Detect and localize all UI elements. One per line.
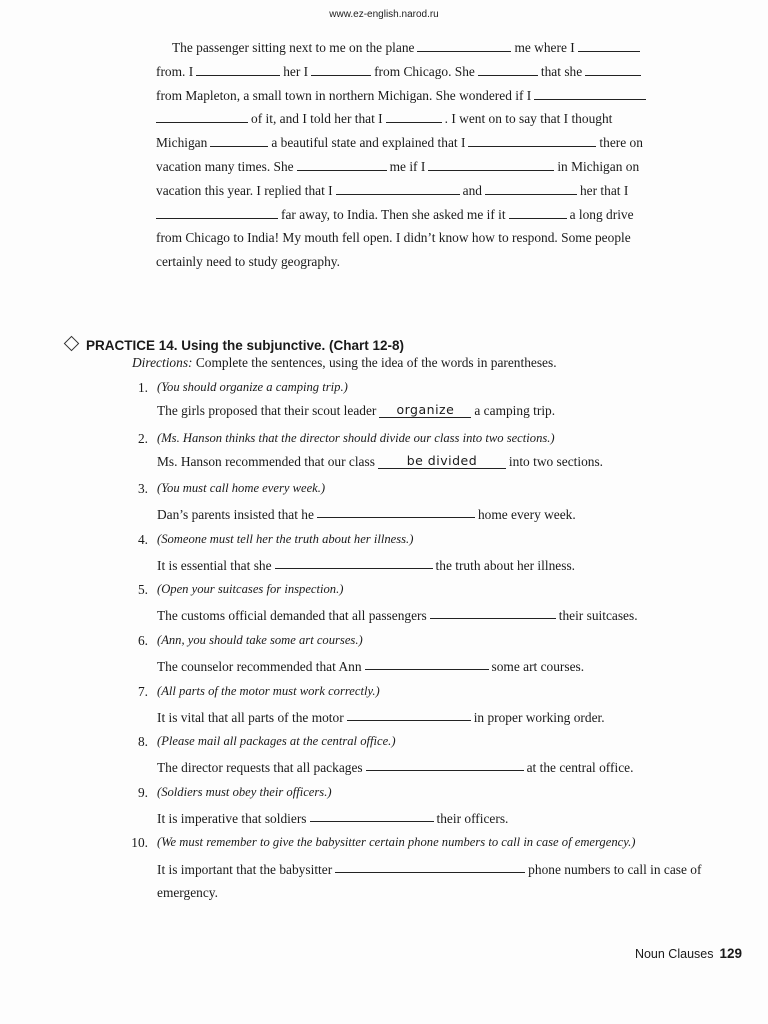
answer-blank[interactable] — [156, 208, 278, 219]
item-sentence: Dan’s parents insisted that he home every week. — [157, 504, 576, 523]
directions — [132, 355, 557, 371]
answer-blank[interactable] — [534, 89, 646, 100]
item-number: 10. — [131, 835, 148, 851]
item-prompt: (All parts of the motor must work correctly.) — [157, 683, 380, 698]
item-sentence: It is imperative that soldiers their officers. — [157, 808, 508, 827]
story-line: vacation many times. She me if I in Michigan on — [156, 158, 640, 174]
item-sentence: Ms. Hanson recommended that our class be divided into two sections. — [157, 452, 604, 469]
answer-field[interactable]: organize — [379, 402, 471, 418]
answer-field[interactable] — [317, 503, 475, 518]
directions-label: Directions: — [132, 355, 193, 370]
story-paragraph — [156, 36, 726, 274]
answer-field[interactable] — [365, 655, 489, 670]
answer-blank[interactable] — [156, 112, 248, 123]
practice-title: PRACTICE 14. Using the subjunctive. (Chart 12-8) — [86, 338, 405, 353]
item-number: 6. — [137, 632, 148, 648]
answer-field[interactable] — [275, 554, 433, 569]
list-item — [0, 378, 768, 429]
story-line: vacation this year. I replied that I and her that I — [156, 182, 629, 198]
item-number: 5. — [137, 582, 148, 598]
exercise-list — [0, 378, 768, 901]
directions-text: Complete the sentences, using the idea of the words in parentheses. — [195, 355, 557, 370]
item-number: 8. — [137, 734, 148, 750]
item-number: 2. — [137, 430, 148, 446]
item-prompt: (You should organize a camping trip.) — [157, 380, 348, 394]
answer-field[interactable]: be divided — [378, 453, 506, 469]
item-sentence: It is vital that all parts of the motor in proper working order. — [157, 707, 605, 726]
list-item — [0, 429, 768, 480]
site-url: www.ez-english.narod.ru — [329, 9, 439, 20]
story-line: of it, and I told her that I . I went on to say that I thought — [156, 107, 726, 131]
answer-blank[interactable] — [585, 65, 641, 76]
page-number: 129 — [719, 946, 742, 961]
story-line: The passenger sitting next to me on the plane me where I — [156, 36, 726, 60]
answer-field[interactable] — [335, 858, 525, 873]
story-line: from. I her I from Chicago. She that she — [156, 60, 726, 84]
item-number: 7. — [137, 683, 148, 699]
answer-field[interactable] — [347, 706, 471, 721]
answer-field[interactable] — [366, 756, 524, 771]
list-item — [0, 732, 768, 783]
practice-heading — [66, 338, 404, 353]
answer-field[interactable] — [430, 604, 556, 619]
answer-blank[interactable] — [485, 184, 577, 195]
answer-blank[interactable] — [578, 41, 640, 52]
answer-blank[interactable] — [210, 136, 268, 147]
list-item — [0, 783, 768, 834]
answer-blank[interactable] — [468, 136, 596, 147]
item-sentence: The counselor recommended that Ann some art courses. — [157, 656, 584, 675]
story-line: far away, to India. Then she asked me if it a long drive — [156, 203, 726, 227]
story-line: Michigan a beautiful state and explained that I there on — [156, 135, 643, 151]
item-number: 9. — [137, 784, 148, 800]
item-prompt: (Please mail all packages at the central office.) — [157, 734, 396, 749]
diamond-icon — [64, 336, 80, 352]
answer-blank[interactable] — [509, 208, 567, 219]
item-prompt: (Soldiers must obey their officers.) — [157, 784, 332, 799]
answer-blank[interactable] — [417, 41, 511, 52]
list-item — [0, 479, 768, 530]
story-line: certainly need to study geography. — [156, 254, 340, 270]
item-prompt: (Ms. Hanson thinks that the director should divide our class into two sections.) — [157, 430, 555, 445]
list-item — [0, 580, 768, 631]
item-prompt: (You must call home every week.) — [157, 481, 326, 496]
item-sentence: It is essential that she the truth about her illness. — [157, 555, 575, 574]
item-number: 4. — [137, 531, 148, 547]
answer-blank[interactable] — [311, 65, 371, 76]
list-item — [0, 682, 768, 733]
item-sentence: It is important that the babysitter phone numbers to call in case of emergency. — [157, 858, 727, 904]
answer-blank[interactable] — [336, 184, 460, 195]
item-number: 3. — [137, 481, 148, 497]
item-sentence: The director requests that all packages at the central office. — [157, 757, 633, 776]
item-sentence: The girls proposed that their scout leader organize a camping trip. — [157, 402, 556, 418]
item-prompt: (Open your suitcases for inspection.) — [157, 582, 344, 597]
answer-blank[interactable] — [478, 65, 538, 76]
list-item — [0, 530, 768, 581]
item-prompt: (Ann, you should take some art courses.) — [157, 632, 363, 647]
item-number: 1. — [137, 380, 148, 395]
answer-blank[interactable] — [196, 65, 280, 76]
story-line: from Mapleton, a small town in northern Michigan. She wondered if I — [156, 84, 726, 108]
section-name: Noun Clauses — [634, 947, 714, 961]
item-prompt: (Someone must tell her the truth about her illness.) — [157, 531, 414, 546]
answer-blank[interactable] — [297, 160, 387, 171]
item-prompt: (We must remember to give the babysitter certain phone numbers to call in case of emergency.) — [157, 835, 636, 850]
story-line: from Chicago to India! My mouth fell open. I didn’t know how to respond. Some people — [156, 230, 631, 246]
list-item — [0, 631, 768, 682]
page-footer — [635, 946, 742, 961]
list-item — [0, 833, 768, 901]
item-sentence: The customs official demanded that all passengers their suitcases. — [157, 605, 638, 624]
answer-blank[interactable] — [386, 112, 442, 123]
answer-field[interactable] — [310, 807, 434, 822]
answer-blank[interactable] — [428, 160, 554, 171]
